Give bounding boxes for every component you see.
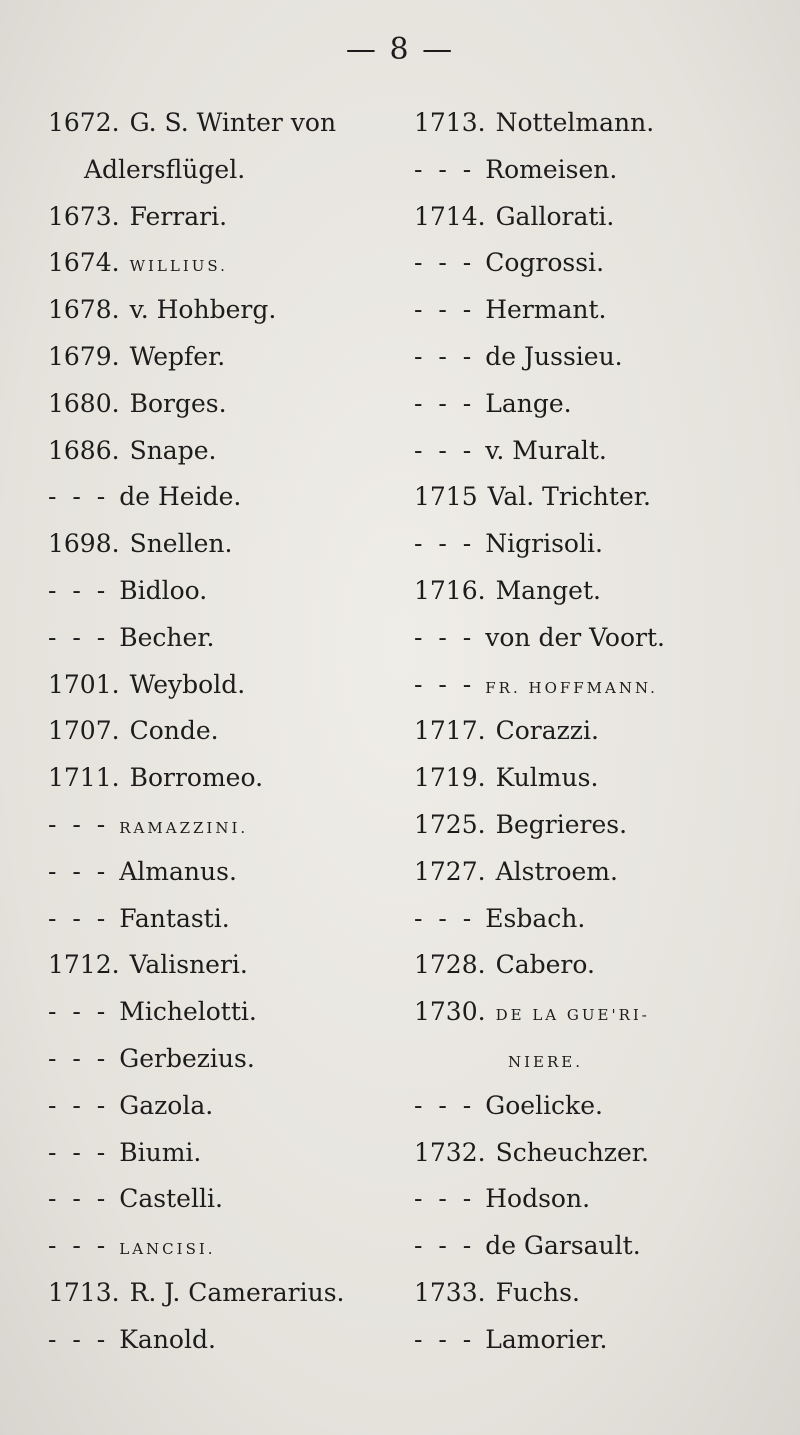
entry-year: 1711. xyxy=(48,763,120,793)
entry-name: Esbach. xyxy=(485,903,586,933)
entry-name: Kanold. xyxy=(119,1324,216,1354)
list-entry xyxy=(414,802,784,849)
entry-year: 1715 xyxy=(414,482,478,512)
entry-name: Weybold. xyxy=(129,669,246,699)
right-column xyxy=(414,100,784,1364)
list-entry xyxy=(414,474,784,521)
entry-year: - - - xyxy=(48,856,110,886)
list-entry xyxy=(414,896,784,943)
list-entry xyxy=(414,942,784,989)
entry-name: Begrieres. xyxy=(495,809,628,839)
entry-year: - - - xyxy=(414,1184,476,1214)
entry-year: - - - xyxy=(48,809,110,839)
entry-name: WILLIUS. xyxy=(129,257,228,276)
entry-name: FR. HOFFMANN. xyxy=(485,678,658,697)
entry-name: Nigrisoli. xyxy=(485,529,603,559)
entry-year: - - - xyxy=(414,1090,476,1120)
entry-year: - - - xyxy=(414,669,476,699)
entry-name: Corazzi. xyxy=(495,716,599,746)
entry-name: Nottelmann. xyxy=(495,108,655,137)
list-entry xyxy=(414,1083,784,1130)
entry-year: - - - xyxy=(48,997,110,1027)
entry-year: - - - xyxy=(48,482,110,512)
list-entry xyxy=(414,1223,784,1270)
list-entry xyxy=(414,100,784,147)
list-entry xyxy=(414,334,784,381)
entry-name: Lange. xyxy=(485,388,572,418)
list-entry xyxy=(48,942,418,989)
entry-year: - - - xyxy=(48,1090,110,1120)
entry-name: Hermant. xyxy=(485,295,607,325)
entry-name: Hodson. xyxy=(485,1184,591,1214)
entry-year: 1730. xyxy=(414,997,486,1027)
entry-year: - - - xyxy=(48,1184,110,1214)
entry-year: - - - xyxy=(414,388,476,418)
list-entry xyxy=(48,287,418,334)
list-entry xyxy=(48,194,418,241)
entry-year: 1725. xyxy=(414,809,486,839)
list-entry xyxy=(414,147,784,194)
list-entry xyxy=(48,615,418,662)
entry-year: 1713. xyxy=(48,1277,120,1307)
entry-name: Michelotti. xyxy=(119,997,257,1027)
entry-year: - - - xyxy=(48,1231,110,1261)
entry-name: Manget. xyxy=(495,575,601,605)
entry-year: 1717. xyxy=(414,716,486,746)
list-entry xyxy=(48,240,418,287)
entry-name: G. S. Winter von xyxy=(129,108,337,137)
list-entry xyxy=(48,521,418,568)
entry-name: RAMAZZINI. xyxy=(119,818,249,837)
list-entry xyxy=(48,989,418,1036)
list-entry xyxy=(414,381,784,428)
entry-year: - - - xyxy=(414,529,476,559)
entry-name: Alstroem. xyxy=(495,856,618,886)
list-entry xyxy=(48,568,418,615)
list-entry xyxy=(414,240,784,287)
entry-year: 1680. xyxy=(48,388,120,418)
entry-name: Wepfer. xyxy=(129,341,226,371)
list-entry xyxy=(48,1036,418,1083)
entry-year: 1707. xyxy=(48,716,120,746)
entry-year: 1719. xyxy=(414,763,486,793)
entry-name: Cabero. xyxy=(495,950,595,980)
list-entry xyxy=(414,1270,784,1317)
entry-name: Gazola. xyxy=(119,1090,214,1120)
entry-year: - - - xyxy=(414,295,476,325)
list-entry xyxy=(48,662,418,709)
list-entry xyxy=(414,1130,784,1177)
entry-year: 1732. xyxy=(414,1137,486,1167)
entry-name: Conde. xyxy=(129,716,219,746)
entry-year: 1674. xyxy=(48,248,120,278)
entry-year: - - - xyxy=(414,1231,476,1261)
list-entry xyxy=(48,849,418,896)
entry-year: 1698. xyxy=(48,529,120,559)
list-entry xyxy=(414,428,784,475)
list-entry xyxy=(414,287,784,334)
list-entry xyxy=(48,1176,418,1223)
entry-year: 1679. xyxy=(48,341,120,371)
entry-name: Val. Trichter. xyxy=(487,482,651,512)
entry-name: de Jussieu. xyxy=(485,341,623,371)
entry-name: Snape. xyxy=(129,435,217,465)
entry-year: - - - xyxy=(48,575,110,605)
page-number: — 8 — xyxy=(345,32,455,67)
entry-year: - - - xyxy=(414,435,476,465)
list-entry xyxy=(414,662,784,709)
entry-name: Cogrossi. xyxy=(485,248,605,278)
entry-name: Gerbezius. xyxy=(119,1043,255,1073)
entry-name: Romeisen. xyxy=(485,154,618,184)
entry-name: LANCISI. xyxy=(119,1240,216,1259)
entry-year: - - - xyxy=(48,903,110,933)
list-entry xyxy=(48,474,418,521)
entry-year: 1701. xyxy=(48,669,120,699)
entry-name: Snellen. xyxy=(129,529,233,559)
list-entry xyxy=(414,1317,784,1364)
entry-name: Borges. xyxy=(129,388,227,418)
entry-name: de Garsault. xyxy=(485,1231,641,1261)
entry-name: v. Muralt. xyxy=(485,435,607,465)
entry-year: - - - xyxy=(48,1043,110,1073)
entry-year: - - - xyxy=(414,622,476,652)
entry-year: 1672. xyxy=(48,108,120,137)
entry-year: - - - xyxy=(48,1137,110,1167)
entry-year: 1673. xyxy=(48,201,120,231)
entry-name: Castelli. xyxy=(119,1184,223,1214)
entry-name: Adlersflügel. xyxy=(84,154,246,184)
entry-name: Fuchs. xyxy=(495,1277,580,1307)
list-entry xyxy=(414,521,784,568)
entry-name: Valisneri. xyxy=(129,950,248,980)
list-entry xyxy=(48,1270,418,1317)
entry-name: Fantasti. xyxy=(119,903,230,933)
list-entry xyxy=(48,802,418,849)
entry-year: 1712. xyxy=(48,950,120,980)
entry-name: Almanus. xyxy=(119,856,237,886)
entry-name: de Heide. xyxy=(119,482,242,512)
entry-year: 1728. xyxy=(414,950,486,980)
entry-year: - - - xyxy=(48,1324,110,1354)
entry-name: Borromeo. xyxy=(129,763,264,793)
entry-name: R. J. Camerarius. xyxy=(129,1277,345,1307)
entry-year: - - - xyxy=(414,341,476,371)
list-entry xyxy=(48,147,418,194)
entry-name: Scheuchzer. xyxy=(495,1137,649,1167)
entry-name: v. Hohberg. xyxy=(129,295,277,325)
list-entry xyxy=(48,1317,418,1364)
list-entry xyxy=(48,708,418,755)
list-entry xyxy=(414,194,784,241)
list-entry xyxy=(48,428,418,475)
list-entry xyxy=(48,1223,418,1270)
entry-name: Lamorier. xyxy=(485,1324,608,1354)
list-entry xyxy=(48,755,418,802)
entry-name: Ferrari. xyxy=(129,201,228,231)
entry-name: Bidloo. xyxy=(119,575,208,605)
entry-year: 1678. xyxy=(48,295,120,325)
list-entry xyxy=(414,755,784,802)
left-column xyxy=(48,100,418,1364)
list-entry xyxy=(48,334,418,381)
entry-year: - - - xyxy=(414,154,476,184)
list-entry xyxy=(48,896,418,943)
entry-year: 1686. xyxy=(48,435,120,465)
entry-name: Kulmus. xyxy=(495,763,599,793)
entry-name: NIERE. xyxy=(508,1052,584,1071)
list-entry xyxy=(48,381,418,428)
list-entry xyxy=(414,708,784,755)
entry-name: Becher. xyxy=(119,622,215,652)
entry-year: 1727. xyxy=(414,856,486,886)
entry-name: Biumi. xyxy=(119,1137,202,1167)
list-entry xyxy=(48,1083,418,1130)
list-entry xyxy=(414,1176,784,1223)
entry-year: - - - xyxy=(414,1324,476,1354)
list-entry xyxy=(414,1036,784,1083)
entry-year: - - - xyxy=(414,248,476,278)
list-entry xyxy=(414,568,784,615)
entry-year: - - - xyxy=(48,622,110,652)
list-entry xyxy=(414,989,784,1036)
list-entry xyxy=(48,100,418,147)
entry-year: 1713. xyxy=(414,108,486,137)
list-entry xyxy=(414,849,784,896)
entry-name: Gallorati. xyxy=(495,201,615,231)
entry-year: - - - xyxy=(414,903,476,933)
entry-year: 1714. xyxy=(414,201,486,231)
entry-name: von der Voort. xyxy=(485,622,665,652)
list-entry xyxy=(48,1130,418,1177)
entry-year: 1716. xyxy=(414,575,486,605)
entry-year: 1733. xyxy=(414,1277,486,1307)
entry-name: DE LA GUE'RI- xyxy=(495,1006,650,1025)
entry-name: Goelicke. xyxy=(485,1090,603,1120)
list-entry xyxy=(414,615,784,662)
